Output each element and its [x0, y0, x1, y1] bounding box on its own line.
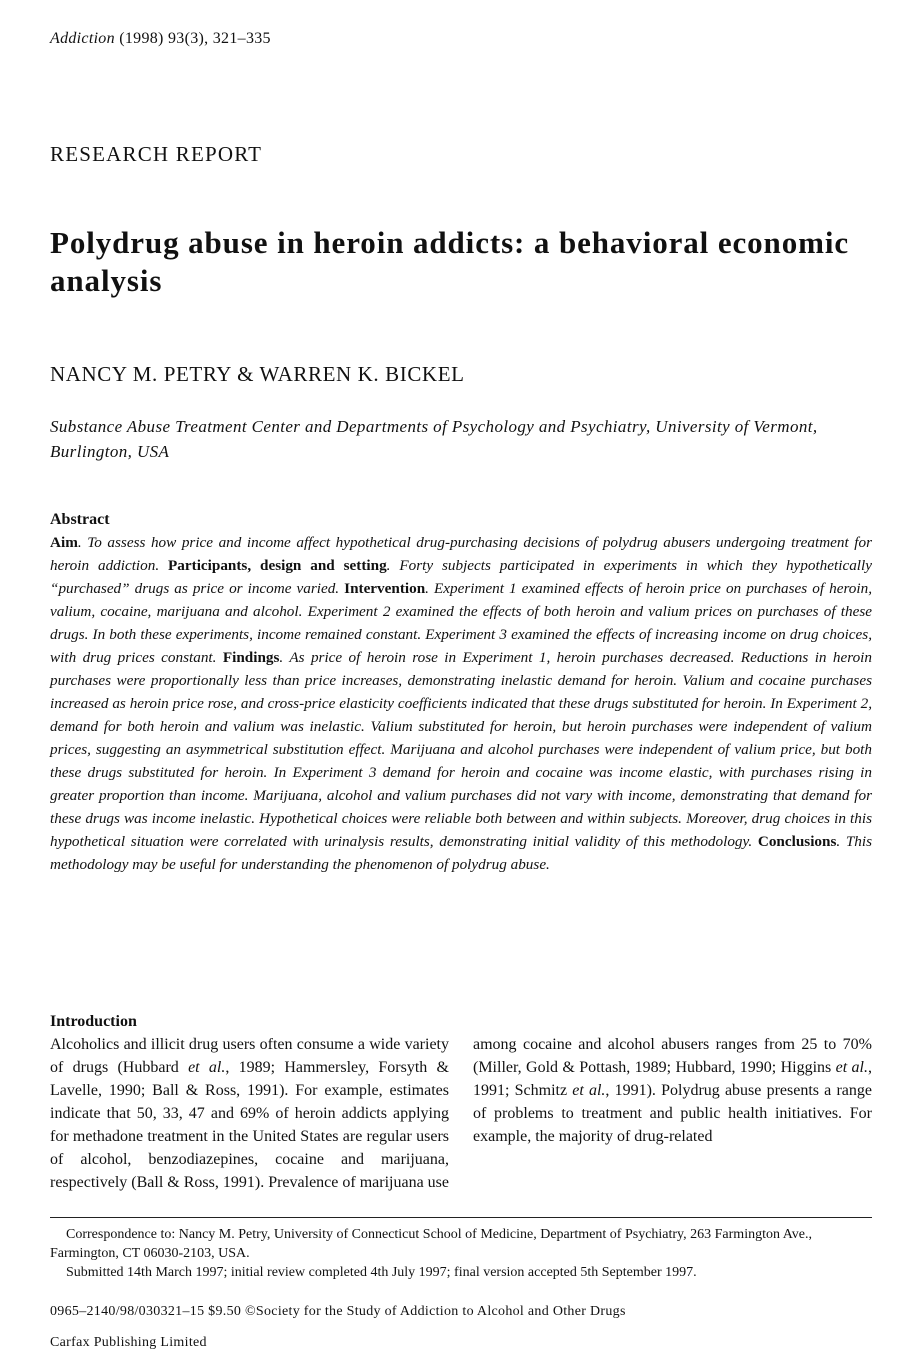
intro-text: Alcoholics and illicit drug users often consume a wide variety of drugs (Hubbard: [50, 1036, 449, 1076]
participants-label: Participants, design and setting: [168, 557, 387, 574]
intervention-text: . Experiment 1 examined effects of heroin price on purchases of heroin, valium, cocaine, marijuana and alcohol. Experiment 2 examined the effects of both heroin and valium prices on purchases of these drugs. In both these experiments, income remained constant. Experiment 3 examined the effects of increasing income on drug choices, with drug prices constant.: [50, 580, 872, 666]
journal-citation: [50, 30, 271, 48]
aim-label: Aim: [50, 534, 78, 551]
article-title: Polydrug abuse in heroin addicts: a behavioral economic analysis: [50, 225, 849, 298]
introduction-section: [50, 1011, 872, 1194]
intro-etal: et al.: [572, 1082, 606, 1099]
intro-etal: et al.: [188, 1059, 226, 1076]
intro-text: , 1989; Hammersley, Forsyth & Lavelle, 1990; Ball & Ross, 1991). For example, estimates indicate that 50, 33, 47 and 69% of heroin addicts applying for methadone treatment in the United States are regular users of alcohol, benzodiazepines, cocaine and marijuana, respectively (Ball & Ross, 1991). Prevalence of marijuana use among cocaine and alcohol abusers ranges from 25 to 70% (Miller, Gold & Pottash, 1989; Hubbard, 1990; Higgins: [50, 1036, 872, 1191]
abstract-body: [50, 531, 872, 876]
participants-text: . Forty subjects participated in experiments in which they hypothetically “purchased” drugs as price or income varied.: [50, 557, 872, 597]
abstract-heading: Abstract: [50, 511, 110, 528]
introduction-heading: Introduction: [50, 1013, 137, 1030]
issn-copyright: 0965–2140/98/030321–15 $9.50 ©Society for the Study of Addiction to Alcohol and Other Drugs: [50, 1304, 626, 1319]
aim-text: . To assess how price and income affect hypothetical drug-purchasing decisions of polydrug abusers undergoing treatment for heroin addiction.: [50, 534, 872, 574]
publisher: Carfax Publishing Limited: [50, 1335, 207, 1350]
journal-name: Addiction: [50, 30, 115, 47]
conclusions-label: Conclusions: [757, 833, 837, 850]
abstract: [50, 509, 872, 876]
introduction-paragraph: [50, 1033, 872, 1194]
correspondence-note: Correspondence to: Nancy M. Petry, University of Connecticut School of Medicine, Department of Psychiatry, 263 Farmington Ave., Farmington, CT 06030-2103, USA.: [50, 1227, 812, 1261]
intro-text: , 1991; Schmitz: [473, 1059, 872, 1099]
introduction-columns: [50, 1033, 872, 1194]
intervention-label: Intervention: [344, 580, 426, 597]
conclusions-text: . This methodology may be useful for understanding the phenomenon of polydrug abuse.: [50, 833, 872, 873]
footnotes: [50, 1225, 872, 1282]
intro-text: , 1991). Polydrug abuse presents a range of problems to treatment and public health initiatives. For example, the majority of drug-related: [473, 1082, 872, 1145]
findings-text: . As price of heroin rose in Experiment 1, heroin purchases decreased. Reductions in heroin purchases were proportionally less than price increases, demonstrating inelastic demand for heroin. Valium and cocaine purchases increased as heroin price rose, and cross-price elasticity coefficients indicated that these drugs substituted for heroin. In Experiment 2, demand for both heroin and valium was inelastic. Valium substituted for heroin, but heroin purchases were independent of valium prices, suggesting an asymmetrical substitution effect. Marijuana and alcohol purchases were independent of valium price, but both these drugs substituted for heroin. In Experiment 3 demand for heroin and cocaine was income elastic, with purchases rising in greater proportion than income. Marijuana, alcohol and valium purchases did not vary with income, demonstrating that demand for these drugs was income inelastic. Hypothetical choices were reliable both between and within subjects. Moreover, drug choices in this hypothetical situation were correlated with urinalysis results, demonstrating initial validity of this methodology.: [50, 649, 872, 850]
submission-dates: Submitted 14th March 1997; initial review completed 4th July 1997; final version accepted 5th September 1997.: [66, 1265, 697, 1280]
journal-volume: (1998) 93(3), 321–335: [119, 30, 271, 47]
authors: NANCY M. PETRY & WARREN K. BICKEL: [50, 362, 465, 386]
findings-label: Findings: [222, 649, 280, 666]
footnote-divider: [50, 1217, 872, 1218]
intro-etal: et al.: [835, 1059, 868, 1076]
affiliation: Substance Abuse Treatment Center and Departments of Psychology and Psychiatry, University of Vermont, Burlington, USA: [50, 417, 818, 461]
section-label: RESEARCH REPORT: [50, 142, 263, 166]
